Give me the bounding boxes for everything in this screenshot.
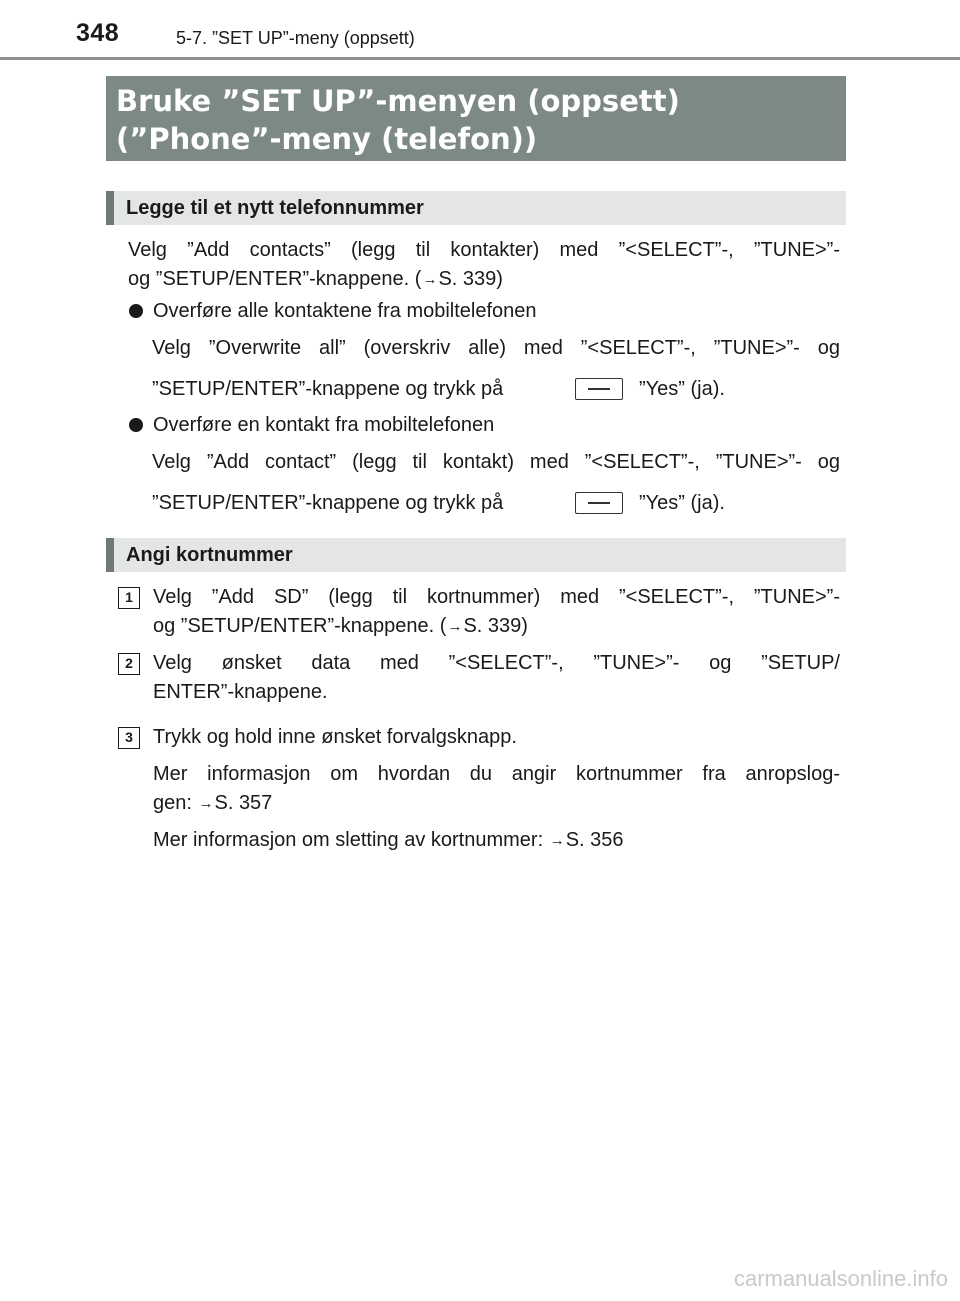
intro-line2: og ”SETUP/ENTER”-knappene. (→S. 339)	[128, 268, 503, 290]
step-3-note1-line2: gen: →S. 357	[153, 792, 273, 814]
arrow-icon: →	[198, 795, 214, 812]
page-reference: S. 357	[214, 792, 273, 814]
inline-button-icon	[575, 492, 623, 514]
header-rule	[0, 57, 960, 60]
step-3-line1: Trykk og hold inne ønsket forvalgsknapp.	[153, 726, 517, 748]
step-2-line1: Velg ønsket data med ”<SELECT”-, ”TUNE>”- og ”SETUP/	[153, 652, 840, 674]
page-title	[106, 76, 846, 161]
section-heading-new-number: Legge til et nytt telefonnummer	[106, 191, 846, 225]
arrow-icon: →	[549, 832, 565, 849]
arrow-icon: →	[422, 271, 438, 288]
bullet-text-yes: ”Yes” (ja).	[639, 492, 725, 514]
step-3-note2: Mer informasjon om sletting av kortnummer: →S. 356	[153, 829, 624, 851]
page-reference: S. 339)	[463, 615, 528, 637]
bullet-text-line1: Velg ”Overwrite all” (overskriv alle) med ”<SELECT”-, ”TUNE>”- og	[152, 337, 840, 359]
page-reference: S. 339)	[438, 268, 503, 290]
step-number-1: 1	[118, 587, 140, 609]
bullet-title: Overføre en kontakt fra mobiltelefonen	[153, 414, 495, 436]
step-1-line1: Velg ”Add SD” (legg til kortnummer) med ”<SELECT”-, ”TUNE>”-	[153, 586, 840, 608]
page-title-line2: (”Phone”-meny (telefon))	[116, 122, 538, 156]
intro-line1: Velg ”Add contacts” (legg til kontakter) med ”<SELECT”-, ”TUNE>”-	[128, 239, 840, 261]
step-1-line2: og ”SETUP/ENTER”-knappene. (→S. 339)	[153, 615, 528, 637]
section-path: 5-7. ”SET UP”-meny (oppsett)	[176, 28, 415, 48]
bullet-text-line2: ”SETUP/ENTER”-knappene og trykk på	[152, 492, 504, 514]
bullet-text-line2: ”SETUP/ENTER”-knappene og trykk på	[152, 378, 504, 400]
inline-button-icon	[575, 378, 623, 400]
bullet-text-yes: ”Yes” (ja).	[639, 378, 725, 400]
page-number: 348	[76, 19, 120, 47]
step-number-3: 3	[118, 727, 140, 749]
bullet-title: Overføre alle kontaktene fra mobiltelefonen	[153, 300, 537, 322]
step-3-note1-line1: Mer informasjon om hvordan du angir kortnummer fra anropslog-	[153, 763, 840, 785]
arrow-icon: →	[447, 618, 463, 635]
bullet-dot-icon	[129, 418, 143, 432]
watermark: carmanualsonline.info	[733, 1266, 948, 1291]
page-header	[0, 0, 960, 60]
page-reference: S. 356	[565, 829, 624, 851]
step-number-2: 2	[118, 653, 140, 675]
bullet-text-line1: Velg ”Add contact” (legg til kontakt) med ”<SELECT”-, ”TUNE>”- og	[152, 451, 840, 473]
step-2-line2: ENTER”-knappene.	[153, 681, 328, 703]
section-heading-speed-dial: Angi kortnummer	[106, 538, 846, 572]
bullet-dot-icon	[129, 304, 143, 318]
page-title-line1: Bruke ”SET UP”-menyen (oppsett)	[116, 84, 680, 118]
